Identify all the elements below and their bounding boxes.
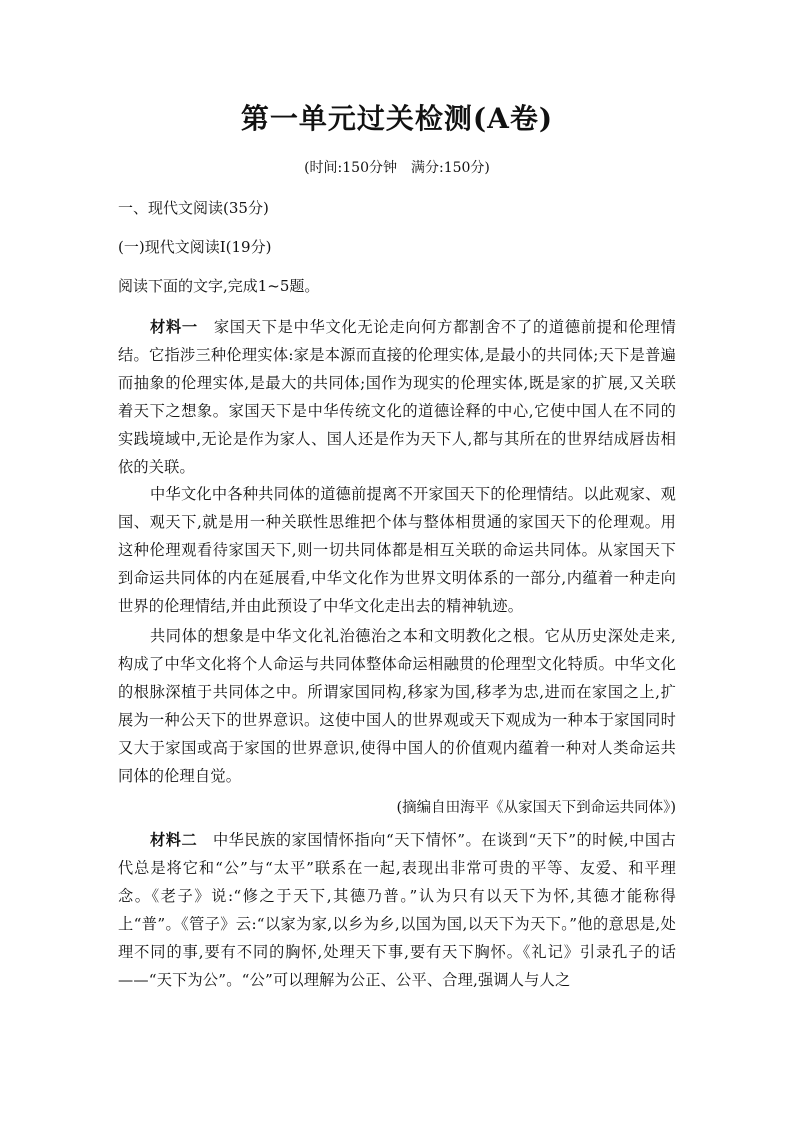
material2-label: 材料二 bbox=[150, 831, 198, 849]
material1-source: (摘编自田海平《从家国天下到命运共同体》) bbox=[396, 800, 676, 816]
page-title: 第一单元过关检测(A卷) bbox=[240, 102, 554, 135]
section-heading: 一、现代文阅读(35分) bbox=[118, 199, 269, 217]
material1-paragraph-3: 共同体的想象是中华文化礼治德治之本和文明教化之根。它从历史深处走来,构成了中华文化将个人命运与共同体整体命运相融贯的伦理型文化特质。中华文化的根脉深植于共同体之中。所谓家国同构,移家为国,移孝为忠,进而在家国之上,扩展为一种公天下的世界意识。这使中国人的世界观或天下观成为一种本于家国同时又大于家国或高于家国的世界意识,使得中国人的价值观内蕴着一种对人类命运共同体的伦理自觉。 bbox=[118, 627, 676, 785]
material1-paragraph-2: 中华文化中各种共同体的道德前提离不开家国天下的伦理情结。以此观家、观国、观天下,就是用一种关联性思维把个体与整体相贯通的家国天下的伦理观。用这种伦理观看待家国天下,则一切共同体都是相互关联的命运共同体。从家国天下到命运共同体的内在延展看,中华文化作为世界文明体系的一部分,内蕴着一种走向世界的伦理情结,并由此预设了中华文化走出去的精神轨迹。 bbox=[118, 485, 676, 615]
reading-instruction: 阅读下面的文字,完成1~5题。 bbox=[118, 277, 320, 295]
exam-time-score: (时间:150分钟 满分:150分) bbox=[304, 160, 490, 176]
subsection-heading: (一)现代文阅读Ⅰ(19分) bbox=[118, 238, 272, 256]
material1-label: 材料一 bbox=[150, 318, 198, 336]
material1-paragraph-1: 材料一 家国天下是中华文化无论走向何方都割舍不了的道德前提和伦理情结。它指涉三种伦理实体:家是本源而直接的伦理实体,是最小的共同体;天下是普遍而抽象的伦理实体,是最大的共同体;国作为现实的伦理实体,既是家的扩展,又关联着天下之想象。家国天下是中华传统文化的道德诠释的中心,它使中国人在不同的实践境域中,无论是作为家人、国人还是作为天下人,都与其所在的世界结成唇齿相依的关联。 bbox=[118, 318, 676, 476]
material2-paragraph-1: 材料二 中华民族的家国情怀指向“天下情怀”。在谈到“天下”的时候,中国古代总是将它和“公”与“太平”联系在一起,表现出非常可贵的平等、友爱、和平理念。《老子》说:“修之于天下,其德乃普。”认为只有以天下为怀,其德才能称得上“普”。《管子》云:“以家为家,以乡为乡,以国为国,以天下为天下。”他的意思是,处理不同的事,要有不同的胸怀,处理天下事,要有天下胸怀。《礼记》引录孔子的话——“天下为公”。“公”可以理解为公正、公平、合理,强调人与人之 bbox=[118, 831, 676, 989]
